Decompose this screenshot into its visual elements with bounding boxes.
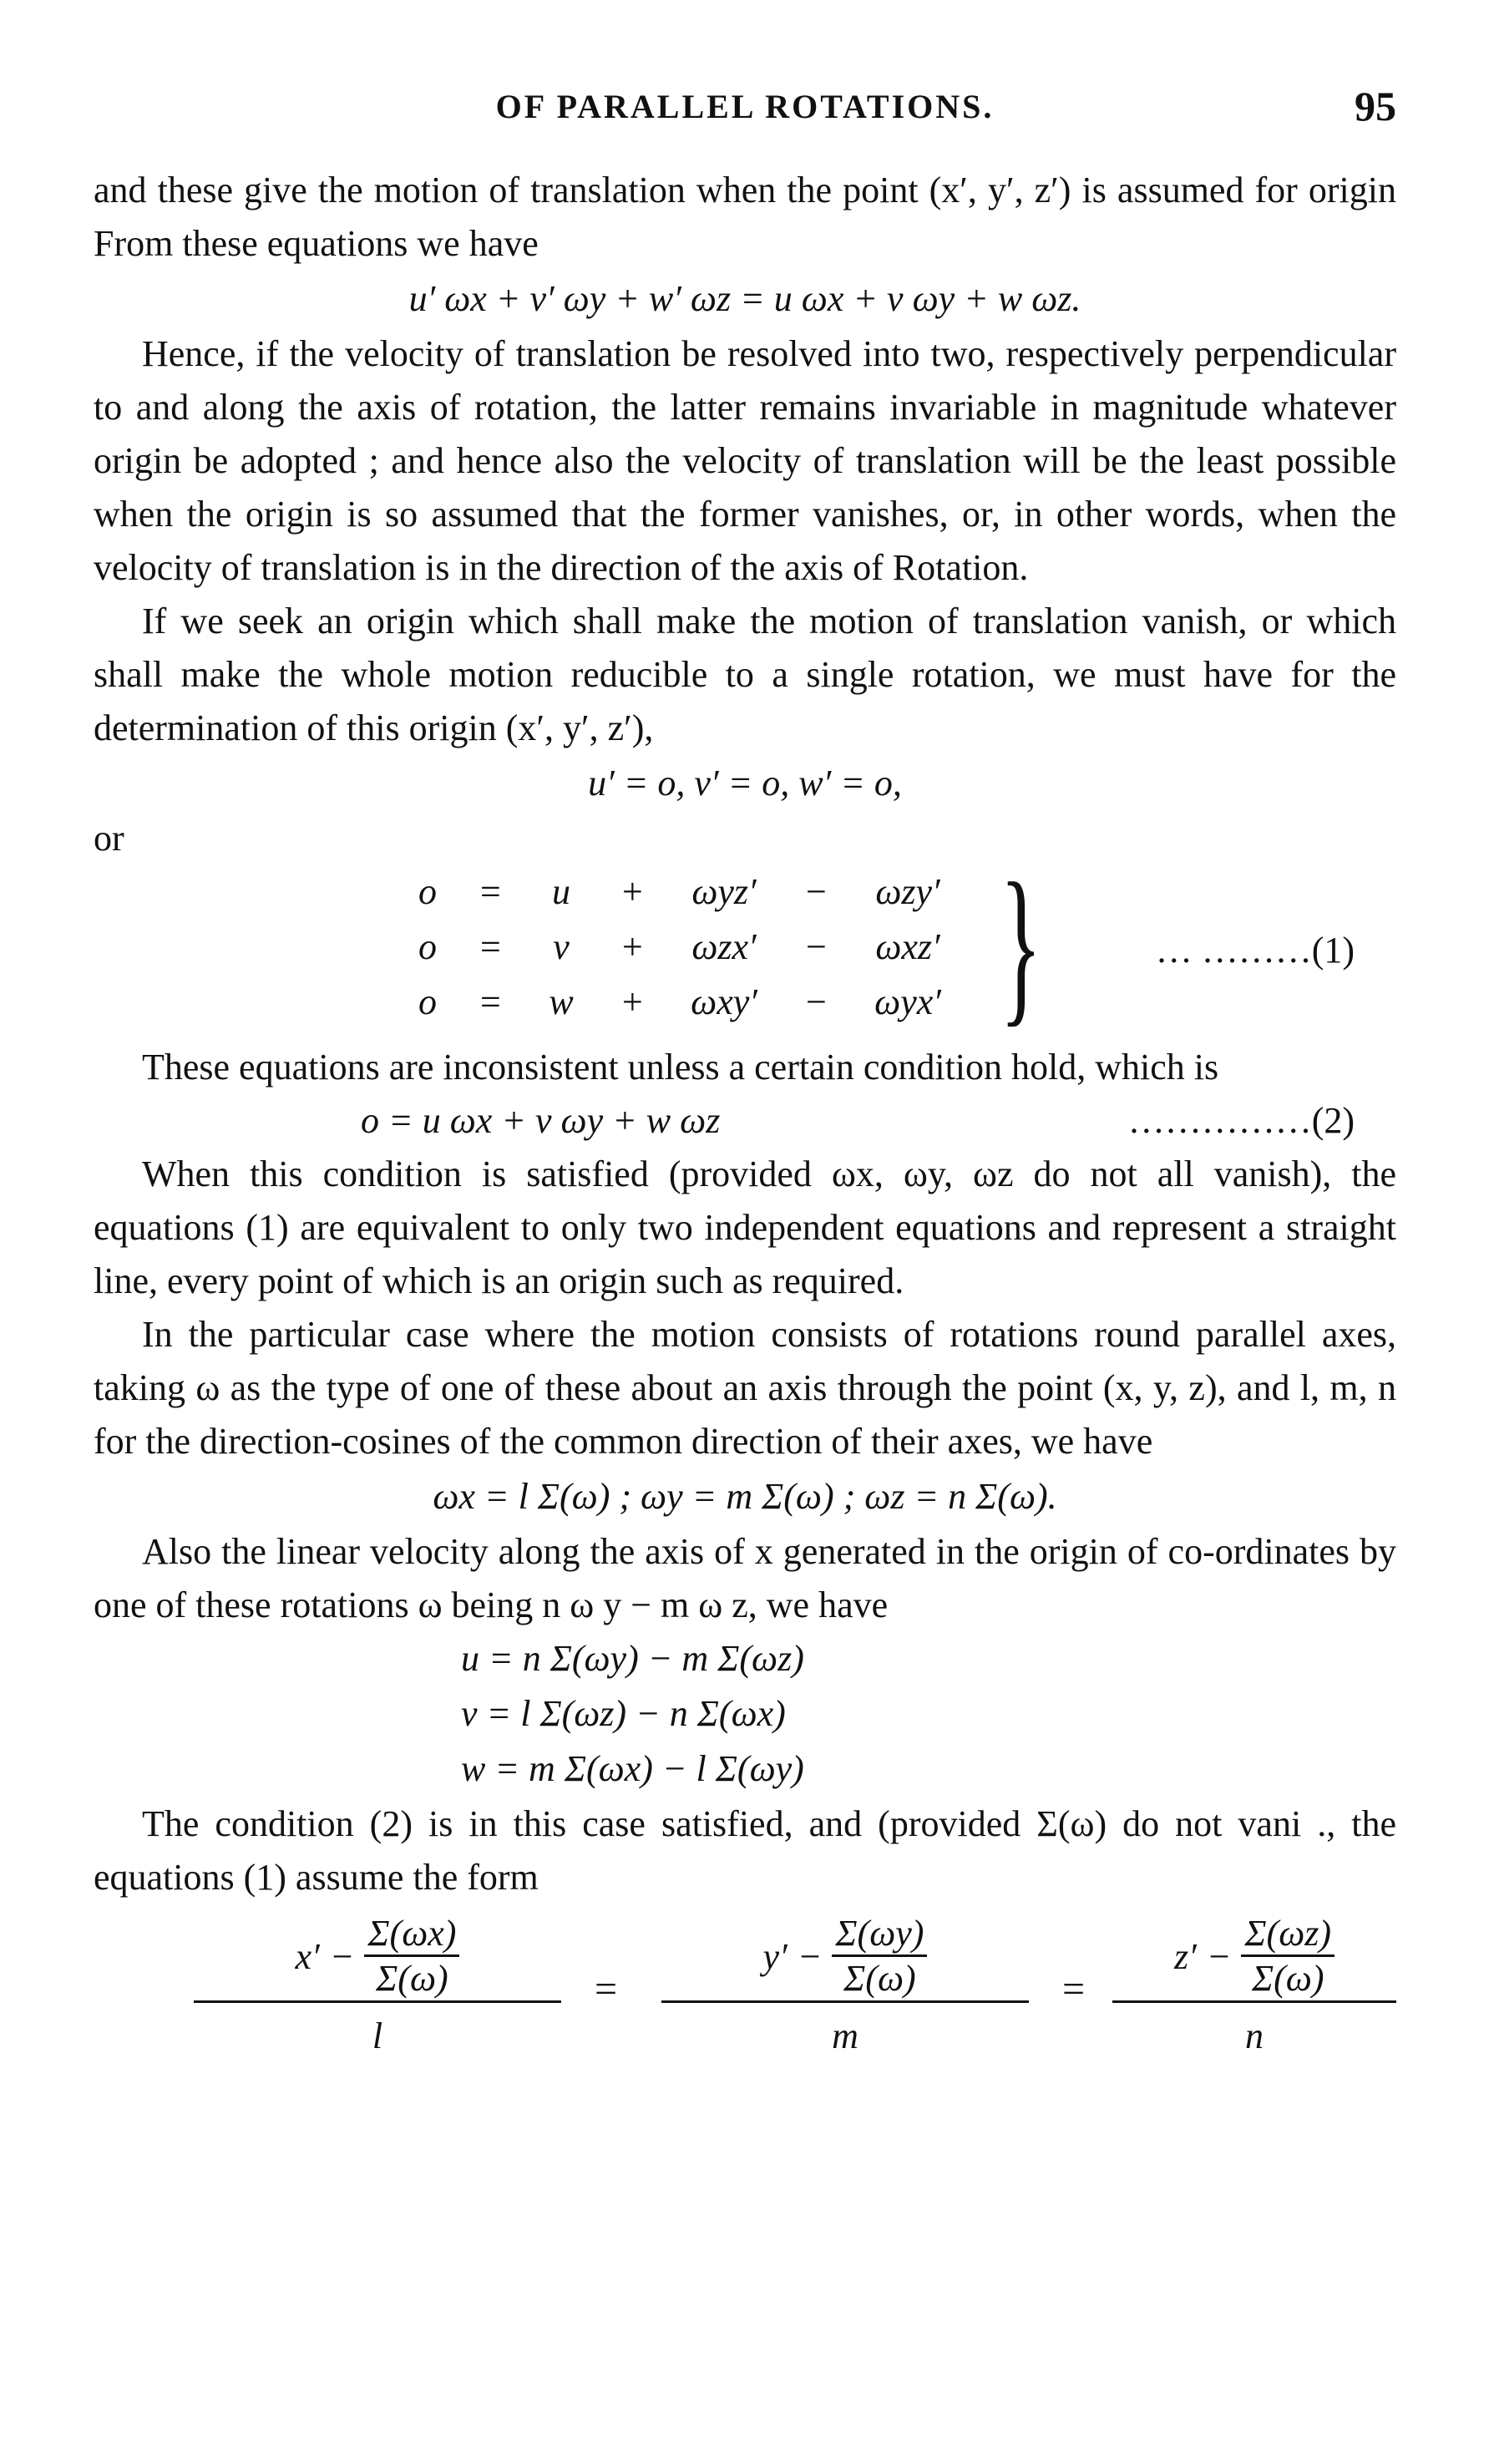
system-row bbox=[411, 976, 954, 1029]
sys-term: + bbox=[620, 871, 645, 912]
fraction-y bbox=[661, 1913, 1029, 2070]
equation-tag-2: ……………(2) bbox=[1127, 1100, 1355, 1141]
frac-minus: − bbox=[329, 1935, 355, 1977]
fraction-x bbox=[194, 1913, 561, 2070]
curly-brace-icon: } bbox=[1000, 848, 1042, 1042]
page-body bbox=[94, 164, 1396, 2113]
sys-term: + bbox=[620, 926, 645, 967]
equation-2-body: o = u ωx + v ωy + w ωz bbox=[361, 1100, 721, 1141]
equation-2 bbox=[94, 1094, 1396, 1148]
paragraph-5: When this condition is satisfied (provided ωx, ωy, ωz do not all vanish), the equations (1) are equivalent to only two independent equations and represent a straight line, every point of which is an origin such as required. bbox=[94, 1153, 1396, 1301]
system-row bbox=[411, 865, 954, 919]
page-number: 95 bbox=[1355, 83, 1396, 129]
mini-denominator: Σ(ω) bbox=[376, 1958, 448, 1999]
sys-term: ωzy′ bbox=[875, 871, 940, 912]
sys-term: ωyx′ bbox=[874, 981, 941, 1022]
mini-fraction bbox=[832, 1913, 927, 2000]
equation-omega-components: ωx = l Σ(ω) ; ωy = m Σ(ω) ; ωz = n Σ(ω). bbox=[433, 1476, 1057, 1517]
sys-term: o bbox=[418, 981, 437, 1022]
fraction-numerator bbox=[194, 1913, 561, 2000]
paragraph-8: The condition (2) is in this case satisfied, and (provided Σ(ω) do not vani ., the equations (1) assume the form bbox=[94, 1803, 1396, 1898]
paragraph-1: and these give the motion of translation when the point (x′, y′, z′) is assumed for origin From these equations we have bbox=[94, 170, 1396, 264]
uvw-row: w = m Σ(ωx) − l Σ(ωy) bbox=[461, 1748, 804, 1789]
sys-term: = bbox=[478, 981, 503, 1022]
uvw-row: v = l Σ(ωz) − n Σ(ωx) bbox=[461, 1693, 786, 1734]
sys-term: ωxz′ bbox=[875, 926, 940, 967]
mini-numerator: Σ(ωy) bbox=[832, 1913, 927, 1957]
uvw-row: u = n Σ(ωy) − m Σ(ωz) bbox=[461, 1638, 804, 1679]
paragraph-7: Also the linear velocity along the axis of x generated in the origin of co-ordinates by one of these rotations ω being n ω y − m ω z, we have bbox=[94, 1531, 1396, 1625]
or-label: or bbox=[94, 818, 124, 859]
paragraph-3: If we seek an origin which shall make the motion of translation vanish, or which shall make the whole motion reducible to a single rotation, we must have for the determination of this origin (x′, y′, z′), bbox=[94, 601, 1396, 748]
frac-var: z′ bbox=[1173, 1935, 1197, 1977]
sys-term: = bbox=[478, 926, 503, 967]
running-head: OF PARALLEL ROTATIONS. bbox=[495, 88, 995, 125]
equals-sign: = bbox=[595, 1967, 618, 2011]
sys-term: − bbox=[803, 926, 828, 967]
sys-term: + bbox=[620, 981, 645, 1022]
sys-term: = bbox=[478, 871, 503, 912]
sys-term: w bbox=[549, 981, 574, 1022]
equation-zero-translation: u′ = o, v′ = o, w′ = o, bbox=[588, 763, 902, 804]
sys-term: u bbox=[552, 871, 570, 912]
equals-sign: = bbox=[1062, 1967, 1086, 2011]
frac-var: x′ bbox=[295, 1935, 320, 1977]
fraction-denominator: n bbox=[1112, 2000, 1396, 2070]
equation-system-1 bbox=[94, 848, 1396, 1042]
fraction-denominator: l bbox=[194, 2000, 561, 2070]
mini-numerator: Σ(ωz) bbox=[1241, 1913, 1335, 1957]
fraction-numerator bbox=[1112, 1913, 1396, 2000]
mini-denominator: Σ(ω) bbox=[1251, 1958, 1324, 1999]
fraction-z bbox=[1112, 1913, 1396, 2070]
sys-term: v bbox=[553, 926, 570, 967]
sys-term: ωyz′ bbox=[691, 871, 757, 912]
page-header bbox=[94, 82, 1396, 132]
equation-velocity-invariant: u′ ωx + v′ ωy + w′ ωz = u ωx + v ωy + w ωz. bbox=[408, 278, 1081, 319]
paragraph-6: In the particular case where the motion consists of rotations round parallel axes, taking ω as the type of one of these about an axis through the point (x, y, z), and l, m, n for the direction-cosines of the common direction of their axes, we have bbox=[94, 1314, 1396, 1462]
equation-line-form bbox=[94, 1913, 1396, 2113]
sys-term: ωxy′ bbox=[691, 981, 757, 1022]
frac-minus: − bbox=[1206, 1935, 1232, 1977]
sys-term: o bbox=[418, 926, 437, 967]
mini-fraction bbox=[1241, 1913, 1335, 2000]
equation-tag-1: … ………(1) bbox=[1155, 930, 1355, 971]
equation-uvw bbox=[94, 1632, 1396, 1797]
system-row bbox=[411, 920, 954, 974]
sys-term: ωzx′ bbox=[691, 926, 757, 967]
frac-minus: − bbox=[797, 1935, 823, 1977]
sys-term: − bbox=[803, 981, 828, 1022]
frac-var: y′ bbox=[762, 1935, 788, 1977]
fraction-numerator bbox=[661, 1913, 1029, 2000]
mini-numerator: Σ(ωx) bbox=[364, 1913, 459, 1957]
fraction-denominator: m bbox=[661, 2000, 1029, 2070]
sys-term: − bbox=[803, 871, 828, 912]
mini-denominator: Σ(ω) bbox=[843, 1958, 916, 1999]
paragraph-2: Hence, if the velocity of translation be resolved into two, respectively perpendicular to and along the axis of rotation, the latter remains invariable in magnitude whatever origin be adopted ; and hence also the velocity of translation will be the least possible when the origin is so assumed that the former vanishes, or, in other words, when the velocity of translation is in the direction of the axis of Rotation. bbox=[94, 333, 1396, 588]
paragraph-4: These equations are inconsistent unless a certain condition hold, which is bbox=[142, 1047, 1219, 1088]
mini-fraction bbox=[364, 1913, 459, 2000]
sys-term: o bbox=[418, 871, 437, 912]
